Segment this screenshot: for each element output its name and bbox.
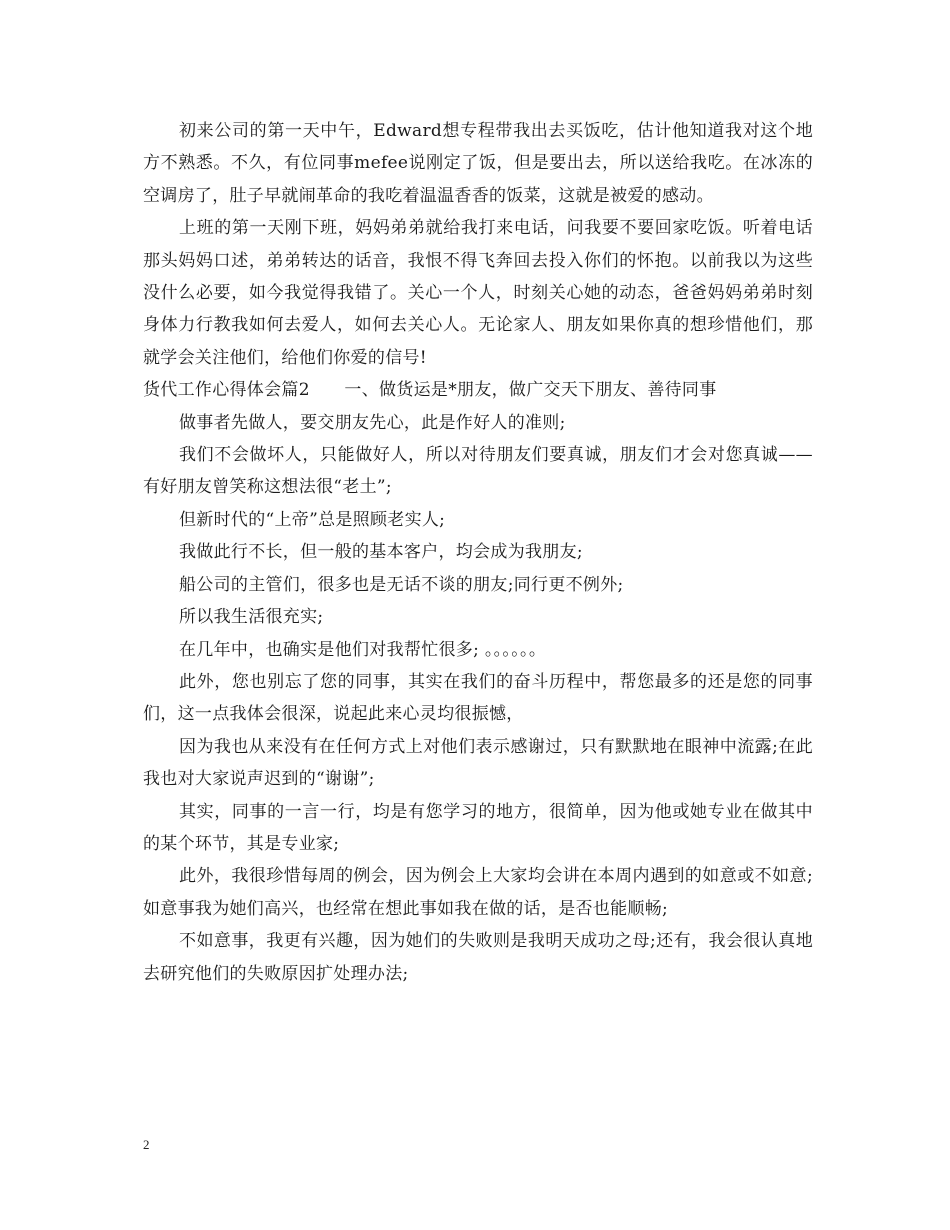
paragraph-13: 此外，我很珍惜每周的例会，因为例会上大家均会讲在本周内遇到的如意或不如意;如意事我为她们高兴，也经常在想此事如我在做的话，是否也能顺畅;	[143, 866, 813, 919]
paragraph-5: 但新时代的“上帝”总是照顾老实人;	[179, 509, 446, 530]
paragraph-8: 所以我生活很充实;	[179, 607, 324, 628]
section-heading: 货代工作心得体会篇2 一、做货运是*朋友，做广交天下朋友、善待同事	[143, 380, 717, 401]
paragraph-11: 因为我也从来没有在任何方式上对他们表示感谢过，只有默默地在眼神中流露;在此我也对大家说声迟到的“谢谢”;	[143, 736, 813, 790]
paragraph-1: 初来公司的第一天中午，Edward想专程带我出去买饭吃，估计他知道我对这个地方不熟悉。不久，有位同事mefee说刚定了饭，但是要出去，所以送给我吃。在冰冻的空调房了，肚子早就闹革命的我吃着温温香香的饭菜，这就是被爱的感动。	[143, 121, 813, 206]
paragraph-10: 此外，您也别忘了您的同事，其实在我们的奋斗历程中，帮您最多的还是您的同事们，这一点我体会很深，说起此来心灵均很振憾，	[143, 671, 813, 725]
paragraph-7: 船公司的主管们，很多也是无话不谈的朋友;同行更不例外;	[179, 574, 624, 595]
paragraph-9: 在几年中，也确实是他们对我帮忙很多; 。。。。。。	[179, 639, 547, 660]
paragraph-2: 上班的第一天刚下班，妈妈弟弟就给我打来电话，问我要不要回家吃饭。听着电话那头妈妈口述，弟弟转达的话音，我恨不得飞奔回去投入你们的怀抱。以前我以为这些没什么必要，如今我觉得我错了。关心一个人，时刻关心她的动态，爸爸妈妈弟弟时刻身体力行教我如何去爱人，如何去关心人。无论家人、朋友如果你真的想珍惜他们，那就学会关注他们，给他们你爱的信号!	[143, 218, 813, 368]
page-number: 2	[143, 1137, 150, 1152]
paragraph-12: 其实，同事的一言一行，均是有您学习的地方，很简单，因为他或她专业在做其中的某个环节，其是专业家;	[143, 801, 813, 854]
paragraph-3: 做事者先做人，要交朋友先心，此是作好人的准则;	[179, 412, 566, 433]
paragraph-6: 我做此行不长，但一般的基本客户，均会成为我朋友;	[179, 542, 583, 563]
paragraph-14: 不如意事，我更有兴趣，因为她们的失败则是我明天成功之母;还有，我会很认真地去研究他们的失败原因扩处理办法;	[143, 931, 813, 984]
document-body	[143, 115, 813, 990]
paragraph-4: 我们不会做坏人，只能做好人，所以对待朋友们要真诚，朋友们才会对您真诚——有好朋友曾笑称这想法很“老土”;	[143, 445, 813, 498]
